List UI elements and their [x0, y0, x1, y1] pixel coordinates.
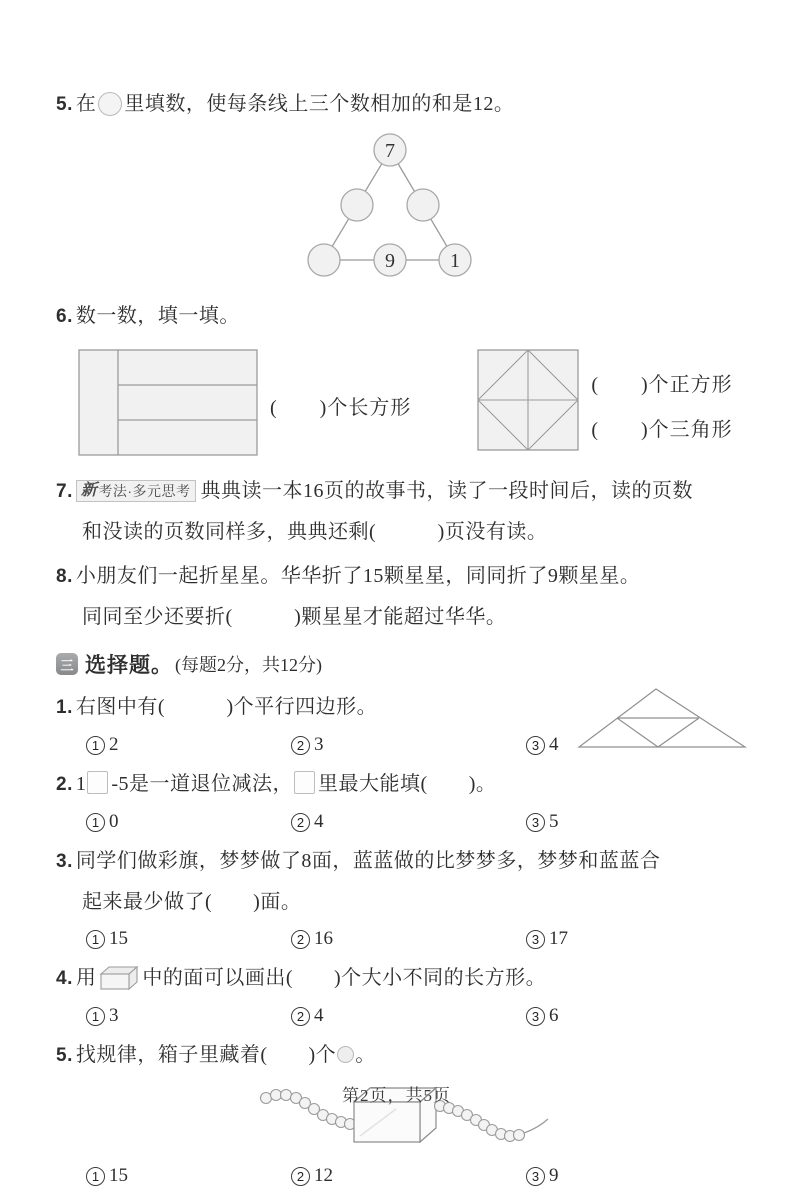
option-marker: 2 [291, 736, 310, 755]
section-title: 选择题。 [85, 653, 173, 677]
section-score-note: (每题2分，共12分) [175, 655, 322, 675]
question-number: 7. [56, 481, 73, 502]
question-number: 1. [56, 697, 73, 718]
option-marker: 1 [86, 736, 105, 755]
question-number: 5. [56, 94, 73, 115]
option-marker: 1 [86, 930, 105, 949]
options-row [86, 1005, 749, 1027]
option-marker: 1 [86, 1167, 105, 1186]
question-6-fill [56, 300, 749, 333]
option-3: 3 5 [526, 811, 749, 833]
question-7-fill [56, 475, 749, 548]
question-text: 同学们做彩旗，梦梦做了8面，蓝蓝做的比梦梦多，梦梦和蓝蓝合 [75, 850, 661, 872]
question-text: 数一数，填一填。 [75, 305, 240, 327]
rectangle-count-blank: ( )个长方形 [270, 396, 412, 419]
options-row [86, 811, 749, 833]
puzzle-value-bottom-right: 1 [450, 250, 460, 272]
question-text-line2: 同同至少还要折( )颗星星才能超过华华。 [82, 606, 507, 628]
choice-question-3 [56, 845, 749, 950]
parallelogram-triangle-figure [577, 687, 749, 754]
options-row [86, 1165, 749, 1187]
question-number: 4. [56, 968, 73, 989]
question-8-fill [56, 560, 749, 633]
option-3: 3 6 [526, 1005, 749, 1027]
option-2: 2 12 [291, 1165, 526, 1187]
option-2: 2 16 [291, 928, 526, 950]
option-marker: 3 [526, 736, 545, 755]
question-text-line2: 起来最少做了( )面。 [82, 891, 302, 913]
page-footer: 第2页，共5页 [342, 1086, 451, 1105]
question-number: 6. [56, 306, 73, 327]
option-marker: 2 [291, 930, 310, 949]
option-1: 1 2 [86, 734, 291, 756]
question-text: 在 [75, 93, 97, 115]
question-5-fill [56, 88, 749, 121]
option-marker: 1 [86, 813, 105, 832]
triangle-number-puzzle-figure [302, 131, 749, 288]
question-text: 典典读一本16页的故事书，读了一段时间后，读的页数 [200, 480, 694, 502]
divided-square-figure [477, 349, 579, 456]
option-marker: 1 [86, 1007, 105, 1026]
option-marker: 2 [291, 1167, 310, 1186]
option-2: 2 4 [291, 1005, 526, 1027]
choice-question-2: 2. 1 -5是一道退位减法， 里最大能填( )。 1 0 2 4 3 5 [56, 768, 749, 833]
option-2: 2 3 [291, 734, 526, 756]
question-number: 8. [56, 566, 73, 587]
blank-box-icon [87, 771, 108, 794]
option-3: 3 9 [526, 1165, 749, 1187]
puzzle-circle-mid-right [407, 189, 439, 221]
option-1: 1 15 [86, 1165, 291, 1187]
question-text: 右图中有( )个平行四边形。 [75, 696, 378, 718]
option-3: 3 4 [526, 734, 749, 756]
count-shapes-figures [56, 349, 749, 461]
option-marker: 3 [526, 930, 545, 949]
puzzle-circle-mid-left [341, 189, 373, 221]
new-method-badge: 新 考法·多元思考 [76, 480, 196, 502]
options-row [86, 928, 749, 950]
bead-circle-icon [337, 1046, 354, 1063]
question-text: 里填数，使每条线上三个数相加的和是12。 [124, 93, 515, 115]
choice-question-1 [56, 691, 749, 756]
option-2: 2 4 [291, 811, 526, 833]
question-number: 3. [56, 851, 73, 872]
option-marker: 2 [291, 1007, 310, 1026]
square-count-blank: ( )个正方形 [591, 374, 733, 396]
choice-question-5: 5. 找规律，箱子里藏着( )个 。 1 15 2 12 3 9 [56, 1039, 749, 1187]
blank-box-icon [294, 771, 315, 794]
puzzle-circle-bottom-left [308, 244, 340, 276]
option-1: 1 15 [86, 928, 291, 950]
divided-rectangle-figure [78, 349, 258, 461]
question-number: 5. [56, 1045, 73, 1066]
option-1: 1 3 [86, 1005, 291, 1027]
question-text-line2: 和没读的页数同样多，典典还剩( )页没有读。 [82, 521, 548, 543]
puzzle-value-top: 7 [385, 140, 395, 162]
triangle-count-blank: ( )个三角形 [591, 419, 733, 441]
cuboid-icon [98, 964, 140, 991]
puzzle-value-bottom-mid: 9 [385, 250, 395, 272]
option-marker: 3 [526, 1167, 545, 1186]
question-number: 2. [56, 774, 73, 795]
option-1: 1 0 [86, 811, 291, 833]
option-marker: 3 [526, 813, 545, 832]
choice-question-4: 4. 用 中的面可以画出( )个大小不同的长方形。 1 3 2 4 3 6 [56, 962, 749, 1027]
option-marker: 2 [291, 813, 310, 832]
choice-section-header [56, 649, 749, 679]
option-marker: 3 [526, 1007, 545, 1026]
section-three-icon: 三 [56, 653, 78, 675]
blank-circle-icon [98, 92, 122, 116]
option-3: 3 17 [526, 928, 749, 950]
question-text: 小朋友们一起折星星。华华折了15颗星星，同同折了9颗星星。 [75, 565, 641, 587]
